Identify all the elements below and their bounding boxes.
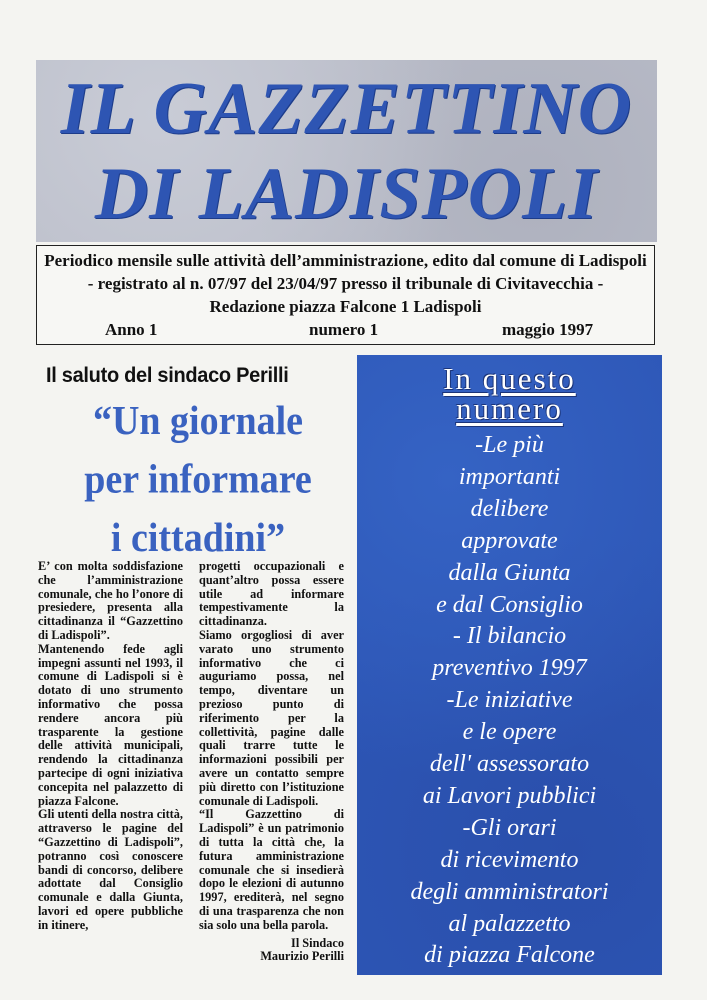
sidebar-item: -Gli orari <box>462 814 557 841</box>
paragraph: “Il Gazzettino di Ladispoli” è un patrimonio di tutta la città che, la futura amministrazione comunale che si insedierà dopo le elezioni di autunno 1997, erediterà, nel segno di una trasparenza che non sia solo una bella parola. <box>199 807 344 932</box>
info-registration: - registrato al n. 07/97 del 23/04/97 presso il tribunale di Civitavecchia - <box>87 274 604 293</box>
masthead-title-line1: IL GAZZETTINO <box>60 68 633 150</box>
paragraph: Siamo orgogliosi di aver varato uno strumento informativo che ci auguriamo possa, nel tempo, diventare un prezioso punto di riferimento per la collettività, pagine dalle quali trarre tutte le informazioni possibili per avere un contatto sempre più diretto con l’istituzione comunale di Ladispoli. <box>199 627 344 808</box>
issue-number: numero 1 <box>309 320 379 339</box>
masthead <box>36 60 657 242</box>
paragraph: E’ con molta soddisfazione che l’amministrazione comunale, che ho l’onore di presiedere, presenta alla cittadinanza il “Gazzettino di Ladispoli”. <box>38 559 183 642</box>
info-editorial-address: Redazione piazza Falcone 1 Ladispoli <box>209 297 482 316</box>
sidebar-item: preventivo 1997 <box>432 655 587 682</box>
sidebar-item: approvate <box>461 527 558 554</box>
masthead-title-line2: DI LADISPOLI <box>94 153 599 235</box>
sidebar-item: al palazzetto <box>448 910 571 937</box>
issue-date: maggio 1997 <box>502 320 594 339</box>
sidebar-item: di piazza Falcone <box>424 942 595 969</box>
article-column-1 <box>38 560 183 933</box>
article-subhead: Il saluto del sindaco Perilli <box>46 364 289 388</box>
headline-line: “Un giornale <box>92 398 304 444</box>
signature-name: Maurizio Perilli <box>260 949 344 964</box>
sidebar-item: degli amministratori <box>410 878 609 905</box>
article-column-2 <box>199 560 344 964</box>
signature-role: Il Sindaco <box>291 935 344 950</box>
sidebar-item: ai Lavori pubblici <box>422 782 597 809</box>
sidebar-item: -Le più <box>475 432 544 458</box>
sidebar-title-line2: numero <box>456 391 563 426</box>
in-this-issue-box <box>357 355 662 975</box>
paragraph: Mantenendo fede agli impegni assunti nel 1993, il comune di Ladispoli si è dotato di uno strumento informativo che possa rendere ancora più trasparente la gestione delle attività municipali, rendendo la cittadinanza partecipe di ogni iniziativa concepita nel palazzetto di piazza Falcone. <box>38 641 183 808</box>
paragraph: progetti occupazionali e quant’altro possa essere utile ad informare tempestivamente la cittadinanza. <box>199 559 344 629</box>
sidebar-item: delibere <box>470 495 549 522</box>
article-headline <box>40 392 356 567</box>
headline-line: per informare <box>84 456 312 503</box>
issue-year: Anno 1 <box>105 320 158 339</box>
sidebar-title-line1: In questo <box>443 361 576 396</box>
sidebar-item: e le opere <box>462 719 557 746</box>
sidebar-item: e dal Consiglio <box>436 591 583 618</box>
sidebar-item: importanti <box>458 463 561 490</box>
sidebar-item: di ricevimento <box>440 846 579 873</box>
headline-line: i cittadini” <box>110 515 286 561</box>
paragraph: Gli utenti della nostra città, attraverso le pagine del “Gazzettino di Ladispoli”, potranno così conoscere bandi di concorso, delibere adottate dal Consiglio comunale e dalla Giunta, lavori ed opere pubbliche in itinere, <box>38 807 183 932</box>
sidebar-item: -Le iniziative <box>446 687 573 714</box>
info-description: Periodico mensile sulle attività dell’amministrazione, edito dal comune di Ladispoli <box>44 251 647 270</box>
sidebar-item: - Il bilancio <box>452 623 567 650</box>
sidebar-item: dalla Giunta <box>448 559 571 586</box>
sidebar-item: dell' assessorato <box>429 751 590 777</box>
publication-info-box <box>36 245 655 345</box>
